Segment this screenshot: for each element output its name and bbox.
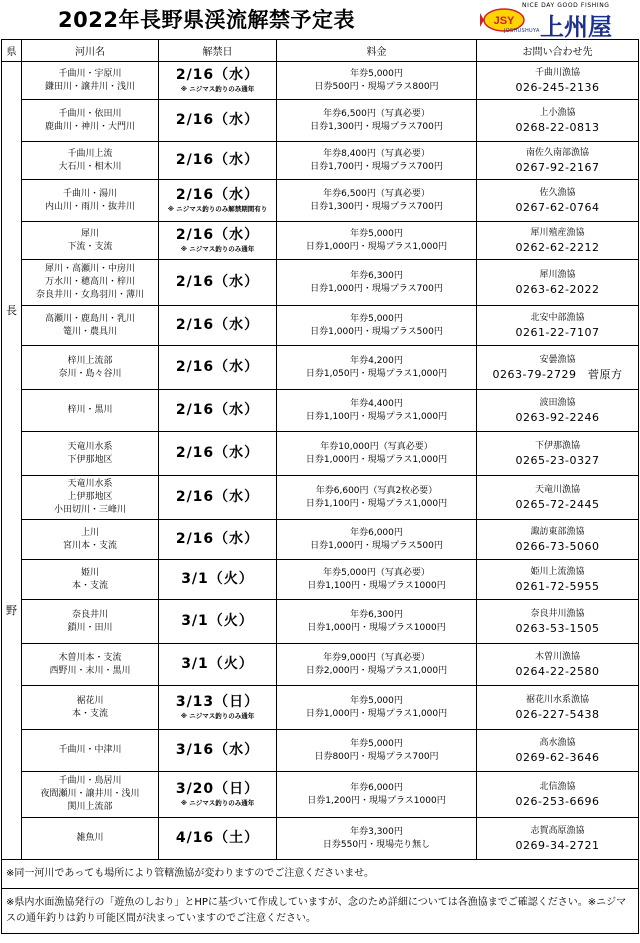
river-cell <box>22 180 159 222</box>
opening-date-cell <box>159 730 277 772</box>
fishery-association: 佐久漁協 <box>539 187 576 198</box>
river-name: 千曲川・湯川 <box>62 188 117 199</box>
fishery-association: 北安中部漁協 <box>530 312 585 323</box>
contact-cell <box>477 390 639 432</box>
column-header-river: 河川名 <box>22 40 159 62</box>
annual-fee: 年券5,000円 <box>350 695 403 706</box>
annual-fee: 年券6,300円 <box>350 270 403 281</box>
table-row <box>2 772 639 818</box>
table-row <box>2 600 639 644</box>
opening-date-cell <box>159 180 277 222</box>
river-name: 関川上流部 <box>67 802 113 812</box>
table-header-row <box>2 40 639 62</box>
contact-cell <box>477 818 639 860</box>
fishery-association: 奈良井川漁協 <box>530 608 585 619</box>
day-fee: 日券1,000円・現場プラス1,000円 <box>305 708 448 719</box>
table-row <box>2 390 639 432</box>
date-note: ※ ニジマス釣りのみ通年 <box>180 799 255 807</box>
opening-date-cell <box>159 222 277 260</box>
fee-cell <box>277 600 477 644</box>
river-cell <box>22 560 159 600</box>
logo-tagline: NICE DAY GOOD FISHING <box>522 2 610 9</box>
fishery-association: 木曽川漁協 <box>534 651 580 662</box>
annual-fee: 年券5,000円 <box>350 313 403 324</box>
column-header-fee: 料金 <box>277 40 477 62</box>
day-fee: 日券550円・現場売り無し <box>322 839 431 850</box>
table-row <box>2 644 639 686</box>
logo-brand: 上州屋 <box>540 12 612 41</box>
opening-date-cell <box>159 390 277 432</box>
fee-cell <box>277 818 477 860</box>
header <box>0 0 640 41</box>
contact-cell <box>477 600 639 644</box>
day-fee: 日券1,100円・現場プラス1000円 <box>307 580 446 591</box>
opening-date-cell <box>159 686 277 730</box>
river-name: 下流・支流 <box>67 241 113 252</box>
contact-cell <box>477 306 639 346</box>
fishery-association: 諏訪東部漁協 <box>530 526 585 537</box>
river-name: 木曽川本・支流 <box>58 652 122 663</box>
opening-date: 3/1（火） <box>181 613 254 629</box>
river-cell <box>22 432 159 476</box>
annual-fee: 年券6,500円（写真必要） <box>323 188 430 199</box>
day-fee: 日券1,700円・現場プラス700円 <box>310 161 443 172</box>
table-row <box>2 432 639 476</box>
phone-number: 0264-22-2580 <box>515 664 600 678</box>
fishery-association: 上小漁協 <box>539 107 576 118</box>
schedule-table <box>1 39 639 934</box>
opening-date-cell <box>159 62 277 100</box>
opening-date-cell <box>159 772 277 818</box>
opening-date-cell <box>159 818 277 860</box>
river-cell <box>22 100 159 142</box>
annual-fee: 年券6,300円 <box>350 609 403 620</box>
fee-cell <box>277 560 477 600</box>
fishery-association: 高水漁協 <box>539 737 576 748</box>
table-row <box>2 306 639 346</box>
contact-cell <box>477 142 639 180</box>
phone-number: 0263-62-2022 <box>515 282 600 296</box>
river-name: 千曲川・鳥居川 <box>58 776 122 786</box>
fishery-association: 裾花川水系漁協 <box>525 694 589 705</box>
fee-cell <box>277 62 477 100</box>
table-row <box>2 346 639 390</box>
fishery-association: 志賀高原漁協 <box>530 825 585 836</box>
river-name: 千曲川・中津川 <box>58 745 122 755</box>
river-name: 内山川・雨川・抜井川 <box>44 201 135 212</box>
river-cell <box>22 222 159 260</box>
river-name: 千曲川・依田川 <box>58 108 122 119</box>
day-fee: 日券1,000円・現場プラス700円 <box>310 283 443 294</box>
annual-fee: 年券5,000円 <box>350 68 403 79</box>
prefecture-char: 野 <box>6 604 17 617</box>
fee-cell <box>277 390 477 432</box>
opening-date: 3/1（火） <box>181 656 254 672</box>
day-fee: 日券1,200円・現場プラス1000円 <box>307 795 446 806</box>
river-name: 千曲川・宇原川 <box>58 68 122 79</box>
fishery-association: 天竜川漁協 <box>534 484 580 495</box>
annual-fee: 年券6,600円（写真2枚必要） <box>315 485 438 496</box>
table-body <box>2 62 639 860</box>
annual-fee: 年券5,000円（写真必要） <box>323 567 430 578</box>
date-note: ※ ニジマス釣りのみ通年 <box>180 245 255 253</box>
phone-number: 0262-62-2212 <box>515 240 600 254</box>
fee-cell <box>277 222 477 260</box>
opening-date: 2/16（水） <box>175 152 260 168</box>
annual-fee: 年券5,000円 <box>350 228 403 239</box>
table-row <box>2 818 639 860</box>
opening-date-cell <box>159 476 277 520</box>
annual-fee: 年券6,000円 <box>350 527 403 538</box>
contact-cell <box>477 560 639 600</box>
contact-cell <box>477 476 639 520</box>
note-1: ※同一河川であっても場所により管轄漁協が変わりますのでご注意くださいませ。 <box>2 860 639 889</box>
river-name: 奈良井川 <box>71 609 108 620</box>
contact-cell <box>477 260 639 306</box>
date-note: ※ ニジマス釣りのみ通年 <box>180 712 255 720</box>
river-name: 上伊那地区 <box>67 492 113 502</box>
opening-date: 3/13（日） <box>175 694 260 710</box>
river-cell <box>22 730 159 772</box>
river-name: 鎌田川・譲井川・浅川 <box>44 81 135 92</box>
day-fee: 日券1,300円・現場プラス700円 <box>310 201 443 212</box>
fee-cell <box>277 730 477 772</box>
river-name: 夜間瀬川・譲井川・浅川 <box>40 789 140 799</box>
river-name: 裾花川 <box>76 695 104 706</box>
phone-number: 0265-72-2445 <box>515 497 600 511</box>
contact-cell <box>477 100 639 142</box>
river-name: 本・支流 <box>71 580 108 591</box>
river-name: 千曲川上流 <box>67 148 113 159</box>
phone-number: 0263-53-1505 <box>515 621 600 635</box>
table-row <box>2 142 639 180</box>
opening-date-cell <box>159 306 277 346</box>
contact-cell <box>477 520 639 560</box>
river-name: 鹿曲川・神川・大門川 <box>44 121 135 132</box>
river-name: 奈良井川・女鳥羽川・薄川 <box>35 290 144 300</box>
river-cell <box>22 818 159 860</box>
river-cell <box>22 644 159 686</box>
river-name: 姫川 <box>80 567 99 578</box>
contact-cell <box>477 62 639 100</box>
opening-date-cell <box>159 142 277 180</box>
contact-cell <box>477 644 639 686</box>
fee-cell <box>277 432 477 476</box>
opening-date: 2/16（水） <box>175 445 260 461</box>
phone-number: 0263-79-2729 菅原方 <box>492 367 623 381</box>
fishery-association: 波田漁協 <box>539 397 576 408</box>
table-row <box>2 260 639 306</box>
river-cell <box>22 476 159 520</box>
opening-date: 2/16（水） <box>175 531 260 547</box>
river-cell <box>22 306 159 346</box>
table-row <box>2 520 639 560</box>
opening-date: 3/1（火） <box>181 571 254 587</box>
river-name: 梓川・黒川 <box>67 405 113 415</box>
table-row <box>2 560 639 600</box>
day-fee: 日券1,000円・現場プラス500円 <box>310 326 443 337</box>
day-fee: 日券2,000円・現場プラス1,000円 <box>305 665 448 676</box>
fishery-association: 南佐久南部漁協 <box>525 147 589 158</box>
opening-date: 3/20（日） <box>175 781 260 797</box>
phone-number: 0265-23-0327 <box>515 453 600 467</box>
fee-cell <box>277 306 477 346</box>
opening-date: 2/16（水） <box>175 274 260 290</box>
river-name: 小田切川・三峰川 <box>53 505 126 515</box>
contact-cell <box>477 432 639 476</box>
day-fee: 日券500円・現場プラス800円 <box>314 81 439 92</box>
river-name: 本・支流 <box>71 708 108 719</box>
emblem-text: JSY <box>493 15 515 27</box>
river-cell <box>22 600 159 644</box>
opening-date-cell <box>159 260 277 306</box>
contact-cell <box>477 730 639 772</box>
annual-fee: 年券5,000円 <box>350 738 403 749</box>
day-fee: 日券1,100円・現場プラス1,000円 <box>305 498 448 509</box>
river-name: 犀川 <box>80 228 99 239</box>
day-fee: 日券1,000円・現場プラス500円 <box>310 540 443 551</box>
river-cell <box>22 686 159 730</box>
river-name: 天竜川水系 <box>67 479 113 489</box>
annual-fee: 年券8,400円（写真必要） <box>323 148 430 159</box>
opening-date: 2/16（水） <box>175 402 260 418</box>
contact-cell <box>477 346 639 390</box>
phone-number: 026-245-2136 <box>515 80 600 94</box>
contact-cell <box>477 686 639 730</box>
fee-cell <box>277 142 477 180</box>
opening-date-cell <box>159 432 277 476</box>
table-row <box>2 100 639 142</box>
phone-number: 026-227-5438 <box>515 707 600 721</box>
column-header-contact: お問い合わせ先 <box>477 40 639 62</box>
river-name: 下伊那地区 <box>67 454 113 465</box>
fee-cell <box>277 686 477 730</box>
day-fee: 日券1,000円・現場プラス1000円 <box>307 622 446 633</box>
table-row <box>2 730 639 772</box>
date-note: ※ ニジマス釣りのみ解禁期間有り <box>167 205 268 213</box>
prefecture-char: 長 <box>6 304 17 317</box>
table-row <box>2 476 639 520</box>
opening-date: 2/16（水） <box>175 227 260 243</box>
fee-cell <box>277 260 477 306</box>
opening-date-cell <box>159 100 277 142</box>
brand-logo <box>478 2 636 41</box>
river-cell <box>22 62 159 100</box>
river-name: 梓川上流部 <box>67 355 113 366</box>
day-fee: 日券1,000円・現場プラス1,000円 <box>305 241 448 252</box>
opening-date: 2/16（水） <box>175 112 260 128</box>
day-fee: 日券1,100円・現場プラス1,000円 <box>305 411 448 422</box>
opening-date-cell <box>159 346 277 390</box>
fishery-association: 安曇漁協 <box>539 354 576 365</box>
river-name: 雑魚川 <box>76 833 104 843</box>
opening-date-cell <box>159 644 277 686</box>
river-name: 篭川・農具川 <box>62 326 117 337</box>
table-row <box>2 222 639 260</box>
fishery-association: 下伊那漁協 <box>534 440 580 451</box>
contact-cell <box>477 772 639 818</box>
opening-date-cell <box>159 560 277 600</box>
river-cell <box>22 520 159 560</box>
opening-date: 2/16（水） <box>175 359 260 375</box>
fishery-association: 北信漁協 <box>539 781 576 792</box>
fee-cell <box>277 644 477 686</box>
date-note: ※ ニジマス釣りのみ通年 <box>180 85 255 93</box>
river-name: 犀川・高瀬川・中房川 <box>44 264 135 274</box>
river-cell <box>22 260 159 306</box>
fishery-association: 姫川上流漁協 <box>530 566 585 577</box>
river-name: 鎖川・田川 <box>67 622 113 633</box>
fee-cell <box>277 100 477 142</box>
opening-date: 4/16（土） <box>175 830 260 846</box>
fee-cell <box>277 520 477 560</box>
phone-number: 0267-92-2167 <box>515 160 600 174</box>
annual-fee: 年券10,000円（写真必要） <box>320 441 433 452</box>
fishery-association: 犀川漁協 <box>539 269 576 280</box>
opening-date-cell <box>159 520 277 560</box>
logo-romaji: JOSHUSHUYA <box>504 28 540 34</box>
phone-number: 0267-62-0764 <box>515 200 600 214</box>
note-2: ※県内水面漁協発行の「遊魚のしおり」とHPに基づいて作成していますが、念のため詳細については各漁協までご確認ください。※ニジマスの通年釣りは釣り可能区間が決まっていますのでご注意ください。 <box>2 889 639 934</box>
phone-number: 0261-22-7107 <box>515 325 600 339</box>
annual-fee: 年券6,500円（写真必要） <box>323 108 430 119</box>
annual-fee: 年券6,000円 <box>350 782 403 793</box>
page-title: 2022年長野県渓流解禁予定表 <box>58 8 355 32</box>
opening-date: 3/16（水） <box>175 742 260 758</box>
river-name: 高瀬川・鹿島川・乳川 <box>44 313 135 324</box>
fee-cell <box>277 772 477 818</box>
opening-date-cell <box>159 600 277 644</box>
annual-fee: 年券4,400円 <box>350 398 403 409</box>
river-name: 大石川・相木川 <box>58 161 122 172</box>
river-cell <box>22 390 159 432</box>
river-cell <box>22 772 159 818</box>
annual-fee: 年券3,300円 <box>350 826 403 837</box>
prefecture-cell <box>2 62 22 860</box>
river-name: 奈川・島々谷川 <box>58 368 122 379</box>
table-row <box>2 686 639 730</box>
fee-cell <box>277 346 477 390</box>
day-fee: 日券800円・現場プラス700円 <box>314 751 439 762</box>
opening-date: 2/16（水） <box>175 67 260 83</box>
phone-number: 0268-22-0813 <box>515 120 600 134</box>
day-fee: 日券1,000円・現場プラス1,000円 <box>305 454 448 465</box>
fee-cell <box>277 476 477 520</box>
opening-date: 2/16（水） <box>175 489 260 505</box>
phone-number: 026-253-6696 <box>515 794 600 808</box>
phone-number: 0269-34-2721 <box>515 838 600 852</box>
table-row <box>2 62 639 100</box>
river-name: 万水川・穂高川・梓川 <box>44 277 135 287</box>
river-name: 上川 <box>80 527 99 538</box>
river-cell <box>22 346 159 390</box>
river-cell <box>22 142 159 180</box>
phone-number: 0263-92-2246 <box>515 410 600 424</box>
column-header-prefecture: 県 <box>2 40 22 62</box>
river-name: 天竜川水系 <box>67 441 113 452</box>
phone-number: 0269-62-3646 <box>515 750 600 764</box>
contact-cell <box>477 222 639 260</box>
fishery-association: 千曲川漁協 <box>534 67 580 78</box>
annual-fee: 年券9,000円（写真必要） <box>323 652 430 663</box>
opening-date: 2/16（水） <box>175 187 260 203</box>
opening-date: 2/16（水） <box>175 317 260 333</box>
day-fee: 日券1,300円・現場プラス700円 <box>310 121 443 132</box>
fee-cell <box>277 180 477 222</box>
phone-number: 0261-72-5955 <box>515 579 600 593</box>
river-name: 西野川・末川・黒川 <box>49 665 131 676</box>
fishery-association: 犀川殖産漁協 <box>530 227 585 238</box>
river-name: 宮川本・支流 <box>62 540 117 551</box>
contact-cell <box>477 180 639 222</box>
annual-fee: 年券4,200円 <box>350 355 403 366</box>
table-row <box>2 180 639 222</box>
column-header-date: 解禁日 <box>159 40 277 62</box>
phone-number: 0266-73-5060 <box>515 539 600 553</box>
day-fee: 日券1,050円・現場プラス1,000円 <box>305 368 448 379</box>
